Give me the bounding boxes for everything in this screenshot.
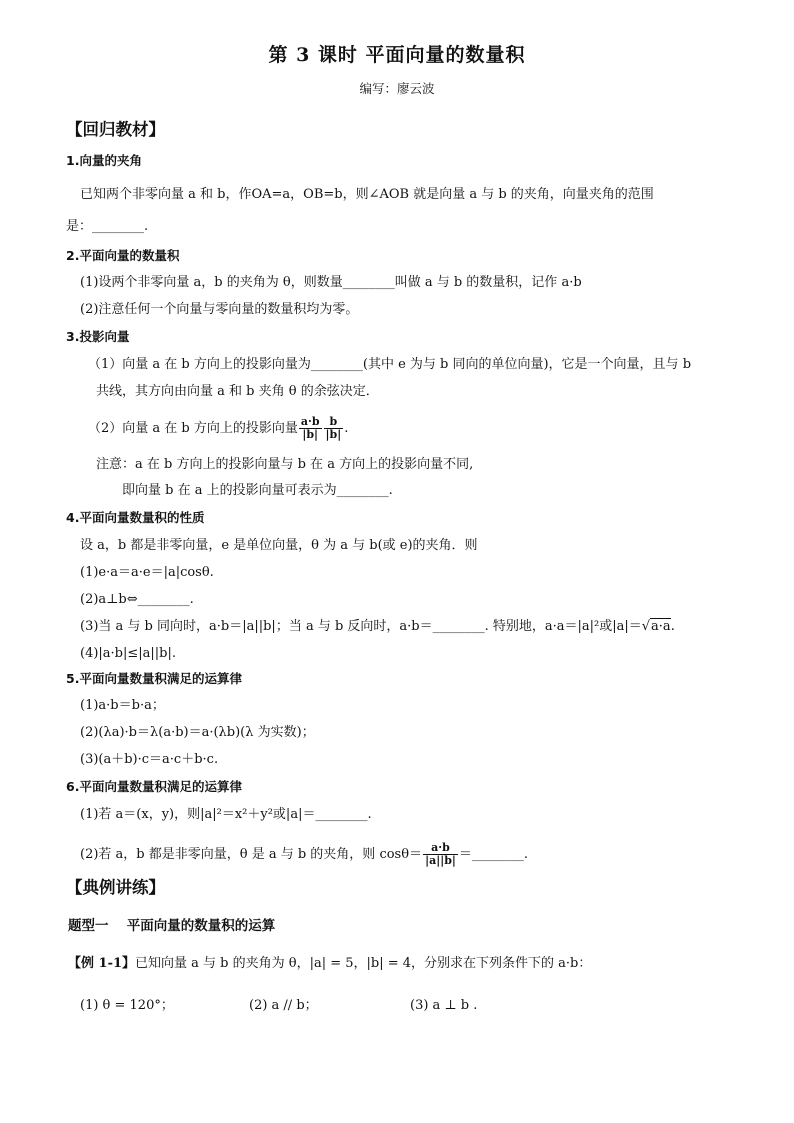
coordinate-2-text: (2)若 a，b 都是非零向量，θ 是 a 与 b 的夹角，则 cosθ＝ [80, 847, 423, 862]
projection-fraction-2 [324, 416, 344, 441]
text-dot-product-1: (1)设两个非零向量 a，b 的夹角为 θ，则数量________叫做 a 与 b 的数量积，记作 a·b [80, 275, 582, 290]
coordinate-2-tail: ＝________. [458, 847, 529, 862]
projection-fraction-1-den: |b| [302, 428, 319, 441]
example-condition-3: (3) a ⊥ b . [410, 998, 478, 1013]
projection-fraction-2-num: b [324, 416, 344, 429]
text-property-4: (4)|a·b|≤|a||b|. [80, 646, 176, 661]
heading-dot-product: 2.平面向量的数量积 [66, 248, 180, 263]
projection-fraction-1 [299, 416, 322, 441]
author-line: 编写：廖云波 [359, 81, 435, 96]
type-title: 题型一 平面向量的数量积的运算 [68, 918, 276, 934]
text-coordinate-2 [80, 842, 528, 867]
property-3-sqrt: a·a [651, 619, 671, 634]
text-projection-2: 共线，其方向由向量 a 和 b 夹角 θ 的余弦决定． [96, 384, 379, 399]
text-coordinate-1: (1)若 a＝(x，y)，则|a|²＝x²＋y²或|a|＝________. [80, 807, 372, 822]
heading-laws: 5.平面向量数量积满足的运算律 [66, 671, 242, 686]
text-vector-angle-1: 已知两个非零向量 a 和 b，作OA=a，OB=b，则∠AOB 就是向量 a 与 b 的夹角，向量夹角的范围 [80, 187, 654, 202]
example-label: 【例 1-1】 [68, 956, 136, 971]
text-law-2: (2)(λa)·b＝λ(a·b)＝a·(λb)(λ 为实数)； [80, 725, 315, 740]
heading-projection: 3.投影向量 [66, 329, 130, 344]
page-title: 第 3 课时 平面向量的数量积 [268, 44, 526, 66]
cos-fraction-num: a·b [423, 842, 458, 855]
example-text: 已知向量 a 与 b 的夹角为 θ，|a| = 5，|b| = 4，分别求在下列条件下的 a·b： [135, 956, 592, 971]
heading-vector-angle: 1.向量的夹角 [66, 153, 142, 168]
text-properties-intro: 设 a，b 都是非零向量，e 是单位向量，θ 为 a 与 b(或 e)的夹角．则 [80, 538, 478, 553]
text-projection-3: （2）向量 a 在 b 方向上的投影向量 $\frac{a\cdot b}{|b|}$ $\frac{b}{|b|}$ . [88, 415, 349, 441]
text-dot-product-2: (2)注意任何一个向量与零向量的数量积均为零。 [80, 302, 359, 317]
property-3-text: (3)当 a 与 b 同向时，a·b＝|a||b|；当 a 与 b 反向时，a·b＝________. 特别地，a·a＝|a|²或|a|＝ [80, 619, 642, 634]
text-property-2: (2)a⊥b⇔________. [80, 592, 194, 607]
text-projection-note-2: 即向量 b 在 a 上的投影向量可表示为________. [122, 483, 393, 498]
projection-fraction-2-den: |b| [325, 428, 342, 441]
cos-fraction-den: |a||b| [425, 854, 456, 867]
text-law-3: (3)(a＋b)·c＝a·c＋b·c. [80, 752, 219, 767]
example-condition-2: (2) a // b； [249, 998, 318, 1013]
text-projection-1: （1）向量 a 在 b 方向上的投影向量为________(其中 e 为与 b 同向的单位向量)，它是一个向量，且与 b [88, 357, 692, 372]
example-line [68, 955, 591, 973]
projection-formula-prefix: （2）向量 a 在 b 方向上的投影向量 [88, 421, 298, 436]
projection-fraction-1-num: a·b [300, 415, 320, 428]
section-title-review: 【回归教材】 [66, 120, 165, 139]
text-property-1: (1)e·a＝a·e＝|a|cosθ. [80, 565, 214, 580]
cos-fraction [423, 842, 458, 867]
text-vector-angle-2: 是：________. [66, 219, 149, 234]
section-title-examples: 【典例讲练】 [66, 878, 165, 897]
text-law-1: (1)a·b＝b·a； [80, 698, 165, 713]
text-projection-note-1: 注意：a 在 b 方向上的投影向量与 b 在 a 方向上的投影向量不同, [96, 457, 474, 472]
heading-coordinates: 6.平面向量数量积满足的运算律 [66, 779, 242, 794]
text-property-3: (3)当 a 与 b 同向时，a·b＝|a||b|；当 a 与 b 反向时，a·b＝________. 特别地，a·a＝|a|²或|a|＝√a·a. [80, 619, 675, 634]
heading-properties: 4.平面向量数量积的性质 [66, 510, 205, 525]
example-condition-1: (1) θ = 120°； [80, 998, 174, 1013]
